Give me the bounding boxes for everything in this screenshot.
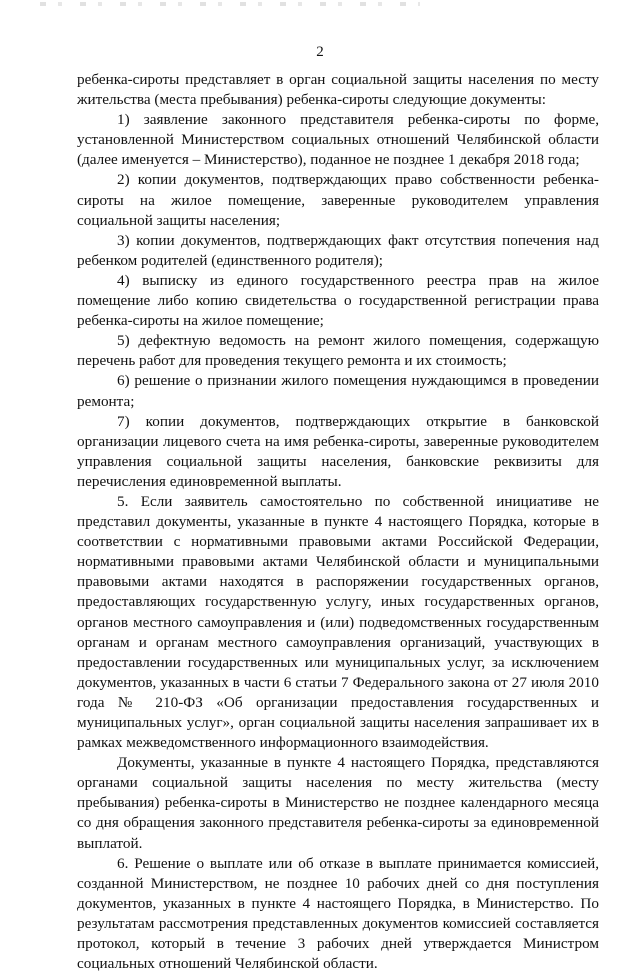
clause-5: 5. Если заявитель самостоятельно по собственной инициативе не представил документы, указанные в пункте 4 настоящего Порядка, которые в соответствии с нормативными правовыми актами Российской Федерации, нормативными правовыми актами Челябинской области и муниципальными правовыми актами находятся в распоряжении государственных органов, предоставляющих государственную услугу, иных государственных органов, органов местного самоуправления и (или) подведомственных государственным органам и органам местного самоуправления организаций, участвующих в предоставлении государственных или муниципальных услуг, за исключением документов, указанных в части 6 статьи 7 Федерального закона от 27 июля 2010 года № 210-ФЗ «Об организации предоставления государственных и муниципальных услуг», орган социальной защиты населения запрашивает их в рамках межведомственного информационного взаимодействия. [77,492,599,752]
list-item-1: 1) заявление законного представителя ребенка-сироты по форме, установленной Министерством социальных отношений Челябинской области (далее именуется – Министерство), поданное не позднее 1 декабря 2018 года; [77,111,599,169]
paragraph-continuation: ребенка-сироты представляет в орган социальной защиты населения по месту жительства (места пребывания) ребенка-сироты следующие документы: [77,71,599,109]
document-body [77,70,599,974]
clause-5-continuation: Документы, указанные в пункте 4 настоящего Порядка, представляются органами социальной защиты населения по месту жительства (месту пребывания) ребенка-сироты в Министерство не позднее календарного месяца со дня обращения законного представителя ребенка-сироты за единовременной выплатой. [77,754,599,852]
scan-artifact-strip [40,2,420,6]
list-item-7: 7) копии документов, подтверждающих открытие в банковской организации лицевого счета на имя ребенка-сироты, заверенные руководителем управления социальной защиты населения, банковские реквизиты для перечисления единовременной выплаты. [77,412,599,490]
page-number: 2 [316,44,324,60]
clause-6: 6. Решение о выплате или об отказе в выплате принимается комиссией, созданной Министерством, не позднее 10 рабочих дней со дня поступления документов, указанных в пункте 4 настоящего Порядка, в Министерство. По результатам рассмотрения представленных документов комиссией составляется протокол, который в течение 3 рабочих дней утверждается Министром социальных отношений Челябинской области. [77,854,599,973]
list-item-5: 5) дефектную ведомость на ремонт жилого помещения, содержащую перечень работ для проведения текущего ремонта и их стоимость; [77,332,599,370]
list-item-3: 3) копии документов, подтверждающих факт отсутствия попечения над ребенком родителей (единственного родителя); [77,231,599,269]
list-item-4: 4) выписку из единого государственного реестра прав на жилое помещение либо копию свидетельства о государственной регистрации права ребенка-сироты на жилое помещение; [77,271,599,330]
list-item-6: 6) решение о признании жилого помещения нуждающимся в проведении ремонта; [77,372,599,410]
list-item-2: 2) копии документов, подтверждающих право собственности ребенка-сироты на жилое помещение, заверенные руководителем управления социальной защиты населения; [77,171,599,229]
